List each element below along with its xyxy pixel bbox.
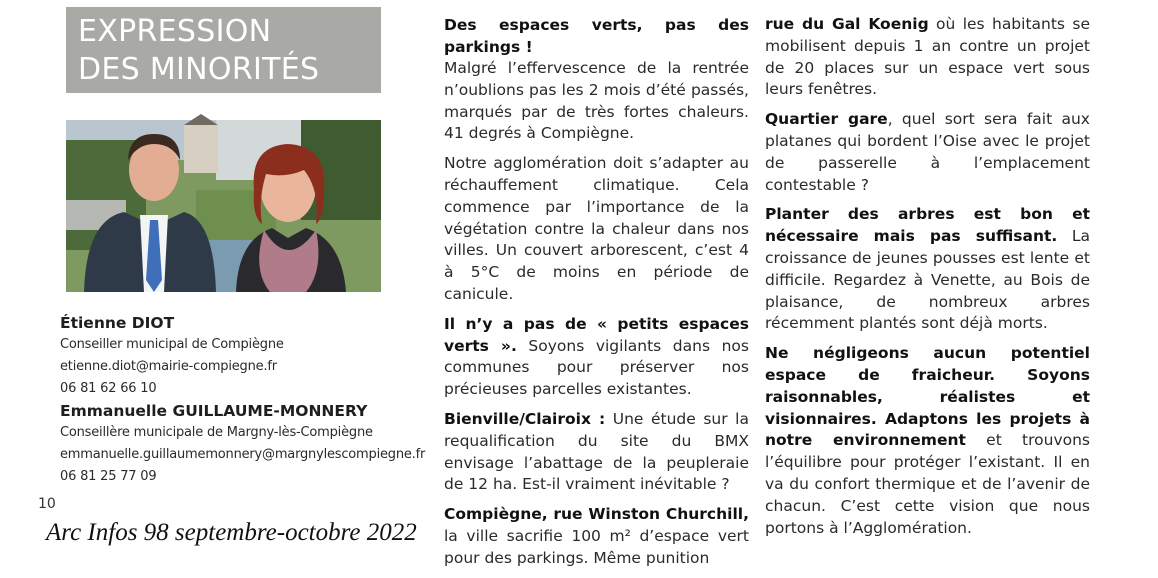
paragraph-body: où les habitants se mobilisent depuis 1 an contre un projet de 20 places sur un espace vert sous leurs fenêtres. bbox=[765, 15, 1090, 99]
paragraph-body: la ville sacrifie 100 m² d’espace vert pour des parkings. Même punition bbox=[444, 526, 749, 567]
paragraph bbox=[444, 504, 749, 569]
section-title-line1: EXPRESSION bbox=[78, 14, 272, 49]
paragraph-lead: Compiègne, rue Winston Churchill, bbox=[444, 505, 749, 524]
paragraph-lead: Il n’y a pas de « petits espaces verts ». bbox=[444, 314, 749, 355]
paragraph-lead: Ne négligeons aucun potentiel espace de fraicheur. Soyons raisonnables, réalistes et visionnaires. Adaptons les projets à notre environnement bbox=[765, 344, 1090, 450]
person-phone: 06 81 62 66 10 bbox=[60, 381, 157, 396]
paragraph: Malgré l’effervescence de la rentrée n’oublions pas les 2 mois d’été passés, marqués par de très fortes chaleurs. 41 degrés à Compiègne. bbox=[444, 59, 749, 143]
person-email: etienne.diot@mairie-compiegne.fr bbox=[60, 359, 277, 374]
paragraph: Notre agglomération doit s’adapter au réchauffement climatique. Cela commence par l’importance de la végétation contre la chaleur dans nos villes. Un couvert arborescent, c’est 4 à 5°C de moins en période de canicule. bbox=[444, 154, 749, 303]
article-title: Des espaces verts, pas des parkings ! bbox=[444, 16, 749, 56]
article-column-1 bbox=[444, 14, 749, 578]
article-column-2 bbox=[765, 14, 1090, 547]
councillors-photo bbox=[66, 120, 381, 292]
paragraph bbox=[444, 314, 749, 401]
paragraph-lead: Planter des arbres est bon et nécessaire mais pas suffisant. bbox=[765, 205, 1090, 246]
section-header bbox=[66, 7, 381, 93]
paragraph bbox=[765, 204, 1090, 335]
paragraph-body: Une étude sur la requalification du site du BMX envisage l’abattage de la peupleraie de 12 ha. Est-il vraiment inévitable ? bbox=[444, 409, 749, 494]
paragraph-body: La croissance de jeunes pousses est lente et difficile. Regardez à Venette, au Bois de plaisance, de nombreux arbres récemment plantés sont déjà morts. bbox=[765, 227, 1090, 333]
person-email: emmanuelle.guillaumemonnery@margnylescompiegne.fr bbox=[60, 447, 426, 462]
section-title-line2: DES MINORITÉS bbox=[78, 52, 320, 87]
person-1 bbox=[60, 312, 440, 400]
page-number: 10 bbox=[38, 496, 56, 512]
contacts bbox=[60, 312, 440, 488]
person-name: Étienne DIOT bbox=[60, 314, 175, 332]
paragraph-body: Soyons vigilants dans nos communes pour préserver nos précieuses parcelles existantes. bbox=[444, 336, 749, 399]
paragraph bbox=[765, 109, 1090, 196]
person-name: Emmanuelle GUILLAUME-MONNERY bbox=[60, 402, 368, 420]
paragraph-body: et trouvons l’équilibre pour protéger l’existant. Il en va du confort thermique et de l’avenir de chacun. C’est cette vision que nous portons à l’Agglomération. bbox=[765, 431, 1090, 537]
person-role: Conseillère municipale de Margny-lès-Compiègne bbox=[60, 425, 373, 440]
publication-footer: Arc Infos 98 septembre-octobre 2022 bbox=[46, 519, 417, 546]
person-2 bbox=[60, 400, 440, 488]
paragraph bbox=[765, 343, 1090, 539]
paragraph bbox=[444, 409, 749, 496]
paragraph-lead: rue du Gal Koenig bbox=[765, 15, 929, 33]
person-role: Conseiller municipal de Compiègne bbox=[60, 337, 284, 352]
photo-illustration bbox=[66, 120, 381, 292]
paragraph-lead: Quartier gare bbox=[765, 110, 888, 129]
paragraph-lead: Bienville/Clairoix : bbox=[444, 409, 606, 428]
paragraph bbox=[765, 14, 1090, 101]
person-phone: 06 81 25 77 09 bbox=[60, 469, 157, 484]
paragraph-body: , quel sort sera fait aux platanes qui bordent l’Oise avec le projet de passerelle à l’emplacement contestable ? bbox=[765, 110, 1090, 194]
